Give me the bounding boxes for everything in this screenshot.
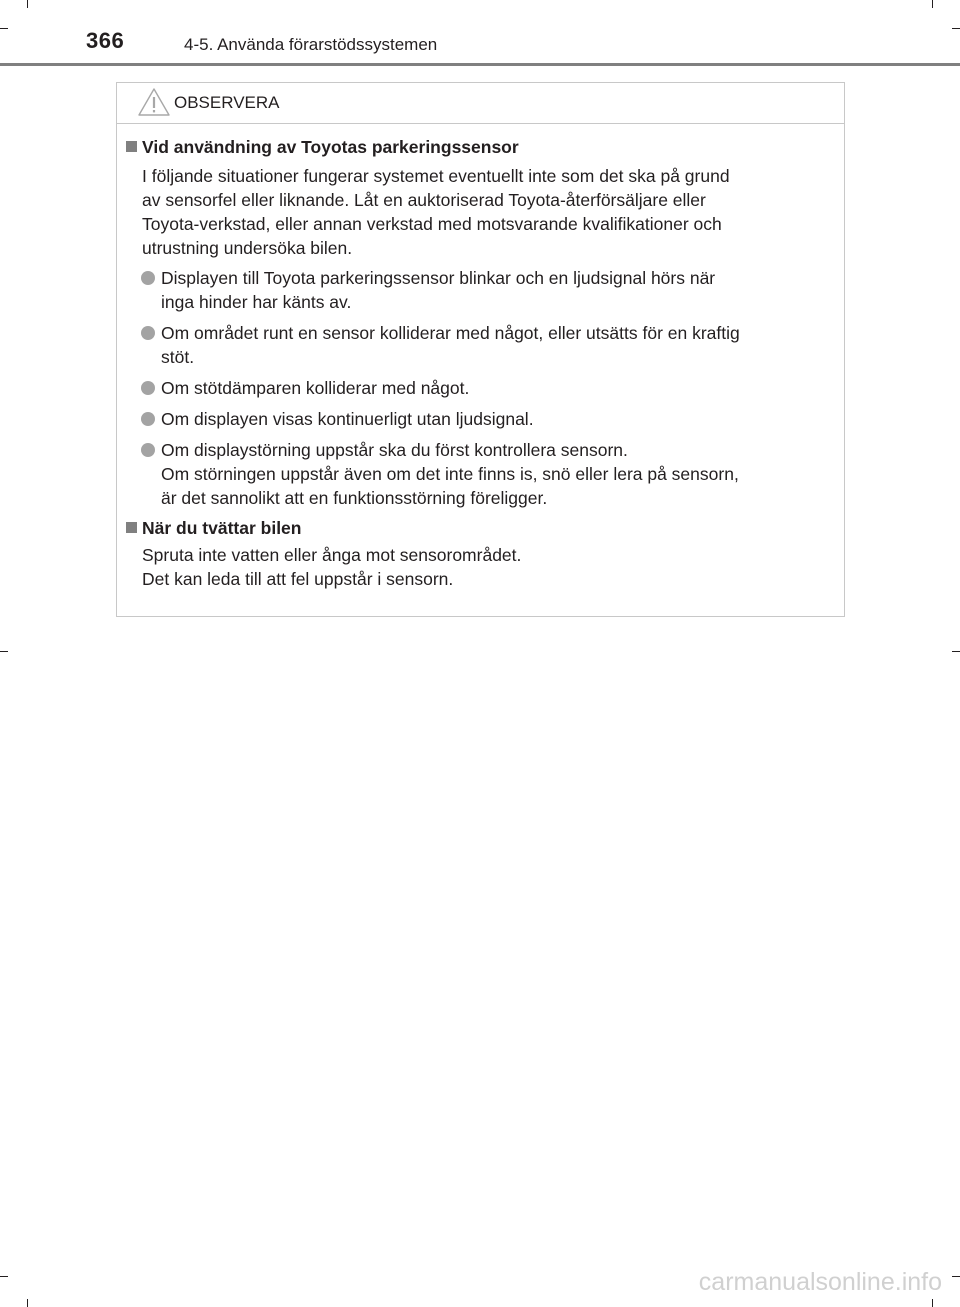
warning-triangle-icon — [137, 87, 171, 117]
round-bullet-icon — [141, 443, 155, 457]
section-heading-text: Vid användning av Toyotas parkeringssensor — [142, 137, 519, 157]
caution-box — [116, 82, 845, 617]
round-bullet-icon — [141, 326, 155, 340]
square-bullet-icon — [126, 141, 137, 152]
list-item-line: Om stötdämparen kolliderar med något. — [161, 378, 470, 398]
list-item-line: Om området runt en sensor kolliderar med något, eller utsätts för en kraftig — [161, 323, 740, 343]
caution-content — [117, 135, 846, 591]
round-bullet-icon — [141, 271, 155, 285]
list-item — [161, 321, 839, 369]
caution-label: OBSERVERA — [174, 93, 280, 112]
crop-mark — [27, 1299, 28, 1307]
crop-mark — [0, 1276, 8, 1277]
list-item — [161, 438, 839, 510]
header-rule — [0, 63, 960, 66]
section-heading-text: När du tvättar bilen — [142, 518, 302, 538]
list-item-line: stöt. — [161, 347, 195, 367]
crop-mark — [0, 651, 8, 652]
list-item-line: Om störningen uppstår även om det inte finns is, snö eller lera på sensorn, — [161, 464, 739, 484]
paragraph-line: I följande situationer fungerar systemet eventuellt inte som det ska på grund — [142, 166, 730, 186]
list-item — [161, 407, 839, 431]
page-header — [0, 0, 960, 66]
crop-mark — [952, 1276, 960, 1277]
paragraph-line: Det kan leda till att fel uppstår i sensorn. — [142, 569, 454, 589]
list-item — [161, 266, 839, 314]
paragraph-line: av sensorfel eller liknande. Låt en auktoriserad Toyota-återförsäljare eller — [142, 190, 706, 210]
list-item-line: är det sannolikt att en funktionsstörning föreligger. — [161, 488, 548, 508]
crop-mark — [952, 651, 960, 652]
crop-mark — [932, 1299, 933, 1307]
list-item-line: inga hinder har känts av. — [161, 292, 352, 312]
paragraph-line: Spruta inte vatten eller ånga mot sensorområdet. — [142, 545, 522, 565]
list-item — [161, 376, 839, 400]
section-paragraph — [142, 543, 832, 591]
round-bullet-icon — [141, 412, 155, 426]
page-number: 366 — [86, 28, 125, 53]
section-title: 4-5. Använda förarstödssystemen — [184, 35, 438, 54]
paragraph-line: Toyota-verkstad, eller annan verkstad med motsvarande kvalifikationer och — [142, 214, 722, 234]
round-bullet-icon — [141, 381, 155, 395]
square-bullet-icon — [126, 522, 137, 533]
caution-header — [117, 83, 844, 124]
section-heading — [117, 516, 846, 540]
list-item-line: Om displaystörning uppstår ska du först kontrollera sensorn. — [161, 440, 628, 460]
list-item-line: Displayen till Toyota parkeringssensor blinkar och en ljudsignal hörs när — [161, 268, 716, 288]
paragraph-line: utrustning undersöka bilen. — [142, 238, 353, 258]
section-paragraph — [142, 164, 832, 260]
watermark: carmanualsonline.info — [698, 1268, 942, 1296]
list-item-line: Om displayen visas kontinuerligt utan ljudsignal. — [161, 409, 534, 429]
section-heading — [117, 135, 846, 159]
